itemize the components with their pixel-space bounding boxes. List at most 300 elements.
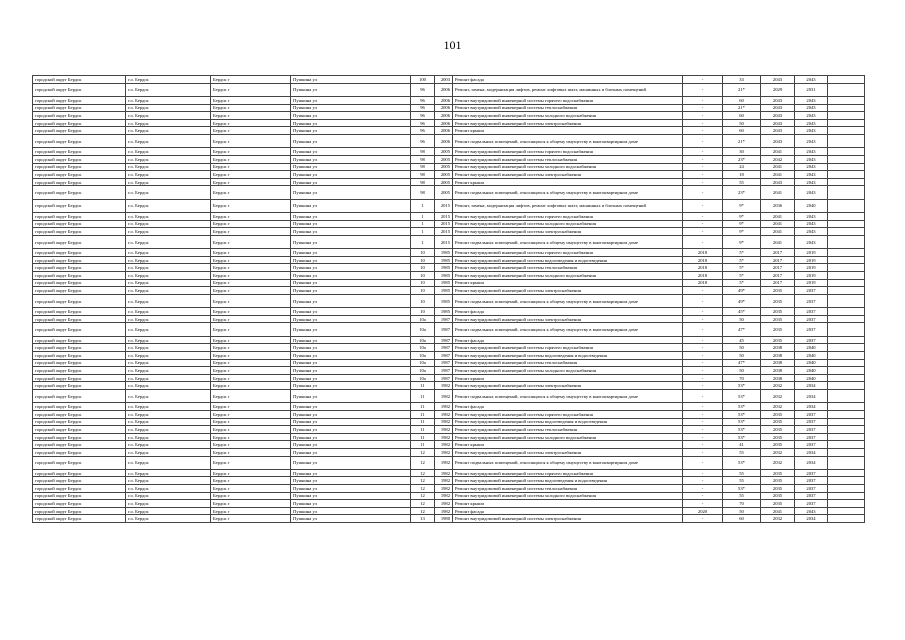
cell-build-year: 2006 xyxy=(435,83,453,96)
cell-district: городской округ Бердск xyxy=(33,83,126,96)
cell-previous-repair-year: 2018 xyxy=(683,256,723,264)
cell-work-type: Ремонт внутридомовой инженерной системы горячего водоснабжения xyxy=(453,213,683,221)
cell-locality: Бердск г xyxy=(211,294,291,307)
cell-previous-repair-year: 2020 xyxy=(683,507,723,515)
cell-empty xyxy=(828,456,865,469)
cell-plan-end-year: 2043 xyxy=(795,220,828,228)
cell-wear-percent: 5* xyxy=(723,249,761,257)
cell-plan-start-year: 2038 xyxy=(761,359,795,367)
cell-plan-end-year: 2043 xyxy=(795,104,828,112)
cell-house-number: 10 xyxy=(411,264,435,272)
cell-house-number: 10а xyxy=(411,315,435,323)
cell-work-type: Ремонт внутридомовой инженерной системы электроснабжения xyxy=(453,119,683,127)
cell-house-number: 10а xyxy=(411,351,435,359)
cell-plan-end-year: 2043 xyxy=(795,134,828,147)
cell-locality: Бердск г xyxy=(211,104,291,112)
cell-plan-start-year: 2035 xyxy=(761,492,795,500)
table-row xyxy=(33,199,865,212)
cell-previous-repair-year: - xyxy=(683,418,723,426)
cell-district: городской округ Бердск xyxy=(33,235,126,248)
cell-house-number: 10 xyxy=(411,287,435,295)
cell-plan-start-year: 2035 xyxy=(761,308,795,316)
cell-locality: Бердск г xyxy=(211,359,291,367)
table-row xyxy=(33,220,865,228)
cell-district: городской округ Бердск xyxy=(33,134,126,147)
cell-plan-start-year: 2035 xyxy=(761,294,795,307)
cell-district: городской округ Бердск xyxy=(33,382,126,390)
cell-city-district: г.о. Бердск xyxy=(126,249,211,257)
cell-empty xyxy=(828,112,865,120)
cell-work-type: Ремонт внутридомовой инженерной системы горячего водоснабжения xyxy=(453,344,683,352)
cell-street: Пушкина ул xyxy=(291,104,411,112)
cell-plan-start-year: 2041 xyxy=(761,235,795,248)
table-row xyxy=(33,426,865,434)
cell-city-district: г.о. Бердск xyxy=(126,112,211,120)
cell-work-type: Ремонт крыши xyxy=(453,441,683,449)
cell-street: Пушкина ул xyxy=(291,76,411,84)
cell-plan-end-year: 2034 xyxy=(795,515,828,523)
cell-empty xyxy=(828,374,865,382)
cell-build-year: 2006 xyxy=(435,96,453,104)
cell-empty xyxy=(828,308,865,316)
cell-plan-start-year: 2035 xyxy=(761,323,795,336)
cell-city-district: г.о. Бердск xyxy=(126,477,211,485)
cell-street: Пушкина ул xyxy=(291,279,411,287)
cell-house-number: 1 xyxy=(411,213,435,221)
cell-plan-start-year: 2041 xyxy=(761,163,795,171)
cell-plan-end-year: 2034 xyxy=(795,389,828,402)
cell-wear-percent: 9* xyxy=(723,235,761,248)
cell-house-number: 12 xyxy=(411,485,435,493)
cell-locality: Бердск г xyxy=(211,469,291,477)
cell-build-year: 1985 xyxy=(435,249,453,257)
cell-work-type: Ремонт подвальных помещений, относящихся к общему имуществу в многоквартирном доме xyxy=(453,134,683,147)
cell-build-year: 2005 xyxy=(435,163,453,171)
cell-plan-end-year: 2037 xyxy=(795,287,828,295)
cell-empty xyxy=(828,426,865,434)
cell-wear-percent: 55 xyxy=(723,448,761,456)
cell-build-year: 1982 xyxy=(435,382,453,390)
cell-work-type: Ремонт подвальных помещений, относящихся к общему имуществу в многоквартирном доме xyxy=(453,294,683,307)
cell-work-type: Ремонт внутридомовой инженерной системы холодного водоснабжения xyxy=(453,272,683,280)
cell-district: городской округ Бердск xyxy=(33,315,126,323)
cell-district: городской округ Бердск xyxy=(33,515,126,523)
cell-empty xyxy=(828,492,865,500)
cell-street: Пушкина ул xyxy=(291,178,411,186)
cell-previous-repair-year: - xyxy=(683,213,723,221)
cell-plan-end-year: 2043 xyxy=(795,155,828,163)
cell-house-number: 96 xyxy=(411,134,435,147)
cell-empty xyxy=(828,315,865,323)
cell-plan-start-year: 2043 xyxy=(761,119,795,127)
table-row xyxy=(33,477,865,485)
cell-district: городской округ Бердск xyxy=(33,344,126,352)
cell-locality: Бердск г xyxy=(211,171,291,179)
cell-previous-repair-year: - xyxy=(683,308,723,316)
cell-house-number: 10а xyxy=(411,323,435,336)
cell-previous-repair-year: - xyxy=(683,410,723,418)
cell-previous-repair-year: - xyxy=(683,441,723,449)
cell-city-district: г.о. Бердск xyxy=(126,433,211,441)
cell-plan-start-year: 2041 xyxy=(761,213,795,221)
cell-plan-start-year: 2032 xyxy=(761,456,795,469)
cell-plan-start-year: 2041 xyxy=(761,220,795,228)
cell-empty xyxy=(828,477,865,485)
cell-previous-repair-year: - xyxy=(683,500,723,508)
cell-locality: Бердск г xyxy=(211,403,291,411)
cell-locality: Бердск г xyxy=(211,336,291,344)
cell-locality: Бердск г xyxy=(211,323,291,336)
cell-district: городской округ Бердск xyxy=(33,76,126,84)
cell-empty xyxy=(828,155,865,163)
cell-district: городской округ Бердск xyxy=(33,155,126,163)
cell-previous-repair-year: - xyxy=(683,492,723,500)
cell-previous-repair-year: - xyxy=(683,433,723,441)
cell-plan-end-year: 2040 xyxy=(795,351,828,359)
cell-plan-end-year: 2043 xyxy=(795,186,828,199)
cell-previous-repair-year: - xyxy=(683,344,723,352)
cell-house-number: 10 xyxy=(411,294,435,307)
cell-city-district: г.о. Бердск xyxy=(126,315,211,323)
cell-street: Пушкина ул xyxy=(291,256,411,264)
cell-wear-percent: 53* xyxy=(723,456,761,469)
cell-build-year: 1987 xyxy=(435,344,453,352)
cell-plan-end-year: 2037 xyxy=(795,336,828,344)
cell-empty xyxy=(828,199,865,212)
cell-build-year: 1982 xyxy=(435,507,453,515)
cell-wear-percent: 53* xyxy=(723,426,761,434)
cell-house-number: 98 xyxy=(411,155,435,163)
cell-empty xyxy=(828,507,865,515)
cell-plan-start-year: 2035 xyxy=(761,418,795,426)
cell-street: Пушкина ул xyxy=(291,155,411,163)
table-row xyxy=(33,148,865,156)
cell-wear-percent: 49* xyxy=(723,294,761,307)
cell-house-number: 10 xyxy=(411,249,435,257)
cell-district: городской округ Бердск xyxy=(33,336,126,344)
cell-empty xyxy=(828,119,865,127)
cell-house-number: 1 xyxy=(411,199,435,212)
cell-previous-repair-year: - xyxy=(683,469,723,477)
cell-city-district: г.о. Бердск xyxy=(126,492,211,500)
table-row xyxy=(33,119,865,127)
cell-house-number: 96 xyxy=(411,104,435,112)
cell-empty xyxy=(828,500,865,508)
cell-build-year: 1985 xyxy=(435,287,453,295)
cell-previous-repair-year: - xyxy=(683,186,723,199)
cell-plan-start-year: 2017 xyxy=(761,279,795,287)
cell-street: Пушкина ул xyxy=(291,287,411,295)
cell-wear-percent: 5* xyxy=(723,264,761,272)
table-row xyxy=(33,308,865,316)
cell-plan-start-year: 2035 xyxy=(761,469,795,477)
cell-city-district: г.о. Бердск xyxy=(126,469,211,477)
cell-house-number: 98 xyxy=(411,178,435,186)
cell-house-number: 10а xyxy=(411,344,435,352)
table-row xyxy=(33,83,865,96)
cell-district: городской округ Бердск xyxy=(33,441,126,449)
cell-plan-start-year: 2038 xyxy=(761,344,795,352)
cell-empty xyxy=(828,220,865,228)
cell-work-type: Ремонт внутридомовой инженерной системы водоотведения и водоотведения xyxy=(453,418,683,426)
cell-previous-repair-year: - xyxy=(683,426,723,434)
cell-work-type: Ремонт внутридомовой инженерной системы электроснабжения xyxy=(453,515,683,523)
cell-street: Пушкина ул xyxy=(291,441,411,449)
cell-plan-start-year: 2032 xyxy=(761,403,795,411)
cell-empty xyxy=(828,213,865,221)
cell-plan-end-year: 2043 xyxy=(795,163,828,171)
cell-house-number: 12 xyxy=(411,500,435,508)
cell-district: городской округ Бердск xyxy=(33,418,126,426)
cell-house-number: 11 xyxy=(411,382,435,390)
cell-work-type: Ремонт внутридомовой инженерной системы холодного водоснабжения xyxy=(453,367,683,375)
cell-district: городской округ Бердск xyxy=(33,186,126,199)
cell-district: городской округ Бердск xyxy=(33,199,126,212)
cell-street: Пушкина ул xyxy=(291,228,411,236)
cell-plan-end-year: 2040 xyxy=(795,344,828,352)
cell-build-year: 1982 xyxy=(435,492,453,500)
cell-plan-start-year: 2038 xyxy=(761,367,795,375)
cell-locality: Бердск г xyxy=(211,456,291,469)
cell-street: Пушкина ул xyxy=(291,249,411,257)
cell-street: Пушкина ул xyxy=(291,83,411,96)
cell-plan-start-year: 2017 xyxy=(761,249,795,257)
cell-city-district: г.о. Бердск xyxy=(126,186,211,199)
cell-plan-start-year: 2043 xyxy=(761,127,795,135)
cell-locality: Бердск г xyxy=(211,279,291,287)
cell-street: Пушкина ул xyxy=(291,134,411,147)
cell-previous-repair-year: - xyxy=(683,367,723,375)
cell-district: городской округ Бердск xyxy=(33,477,126,485)
cell-previous-repair-year: - xyxy=(683,315,723,323)
table-row xyxy=(33,235,865,248)
cell-street: Пушкина ул xyxy=(291,492,411,500)
cell-previous-repair-year: - xyxy=(683,403,723,411)
cell-build-year: 1987 xyxy=(435,315,453,323)
table-row xyxy=(33,228,865,236)
cell-work-type: Ремонт фасада xyxy=(453,403,683,411)
table-row xyxy=(33,264,865,272)
cell-city-district: г.о. Бердск xyxy=(126,323,211,336)
cell-work-type: Ремонт фасада xyxy=(453,507,683,515)
cell-build-year: 1982 xyxy=(435,389,453,402)
cell-district: городской округ Бердск xyxy=(33,359,126,367)
cell-house-number: 11 xyxy=(411,441,435,449)
cell-city-district: г.о. Бердск xyxy=(126,104,211,112)
cell-locality: Бердск г xyxy=(211,382,291,390)
cell-plan-start-year: 2043 xyxy=(761,104,795,112)
cell-city-district: г.о. Бердск xyxy=(126,235,211,248)
table-row xyxy=(33,351,865,359)
cell-wear-percent: 53* xyxy=(723,410,761,418)
cell-district: городской округ Бердск xyxy=(33,287,126,295)
cell-previous-repair-year: 2018 xyxy=(683,279,723,287)
cell-wear-percent: 45* xyxy=(723,308,761,316)
cell-house-number: 96 xyxy=(411,96,435,104)
cell-plan-start-year: 2032 xyxy=(761,515,795,523)
cell-city-district: г.о. Бердск xyxy=(126,515,211,523)
cell-plan-start-year: 2035 xyxy=(761,500,795,508)
cell-district: городской округ Бердск xyxy=(33,148,126,156)
cell-locality: Бердск г xyxy=(211,220,291,228)
cell-house-number: 10а xyxy=(411,374,435,382)
cell-district: городской округ Бердск xyxy=(33,308,126,316)
cell-district: городской округ Бердск xyxy=(33,485,126,493)
cell-city-district: г.о. Бердск xyxy=(126,359,211,367)
cell-previous-repair-year: - xyxy=(683,104,723,112)
cell-empty xyxy=(828,410,865,418)
cell-plan-start-year: 2035 xyxy=(761,433,795,441)
cell-city-district: г.о. Бердск xyxy=(126,119,211,127)
cell-city-district: г.о. Бердск xyxy=(126,163,211,171)
cell-city-district: г.о. Бердск xyxy=(126,272,211,280)
cell-district: городской округ Бердск xyxy=(33,500,126,508)
cell-city-district: г.о. Бердск xyxy=(126,83,211,96)
cell-house-number: 1 xyxy=(411,235,435,248)
cell-street: Пушкина ул xyxy=(291,112,411,120)
cell-previous-repair-year: - xyxy=(683,148,723,156)
table-body xyxy=(33,76,865,523)
cell-street: Пушкина ул xyxy=(291,389,411,402)
cell-district: городской округ Бердск xyxy=(33,294,126,307)
cell-previous-repair-year: - xyxy=(683,389,723,402)
cell-empty xyxy=(828,279,865,287)
cell-house-number: 12 xyxy=(411,469,435,477)
cell-build-year: 1985 xyxy=(435,264,453,272)
cell-plan-start-year: 2032 xyxy=(761,448,795,456)
cell-previous-repair-year: - xyxy=(683,199,723,212)
cell-wear-percent: 45 xyxy=(723,336,761,344)
cell-city-district: г.о. Бердск xyxy=(126,308,211,316)
cell-empty xyxy=(828,96,865,104)
cell-wear-percent: 9* xyxy=(723,220,761,228)
cell-city-district: г.о. Бердск xyxy=(126,426,211,434)
cell-previous-repair-year: - xyxy=(683,83,723,96)
table-row xyxy=(33,256,865,264)
cell-locality: Бердск г xyxy=(211,155,291,163)
cell-city-district: г.о. Бердск xyxy=(126,441,211,449)
cell-build-year: 2006 xyxy=(435,119,453,127)
cell-wear-percent: 5* xyxy=(723,272,761,280)
cell-city-district: г.о. Бердск xyxy=(126,418,211,426)
table-row xyxy=(33,389,865,402)
cell-build-year: 2003 xyxy=(435,76,453,84)
cell-plan-end-year: 2037 xyxy=(795,485,828,493)
cell-work-type: Ремонт внутридомовой инженерной системы электроснабжения xyxy=(453,287,683,295)
cell-empty xyxy=(828,448,865,456)
cell-empty xyxy=(828,76,865,84)
cell-work-type: Ремонт внутридомовой инженерной системы горячего водоснабжения xyxy=(453,148,683,156)
cell-street: Пушкина ул xyxy=(291,344,411,352)
cell-plan-end-year: 2019 xyxy=(795,272,828,280)
cell-build-year: 1982 xyxy=(435,500,453,508)
cell-plan-end-year: 2037 xyxy=(795,418,828,426)
cell-plan-end-year: 2037 xyxy=(795,500,828,508)
cell-wear-percent: 41 xyxy=(723,441,761,449)
table-row xyxy=(33,469,865,477)
cell-plan-start-year: 2041 xyxy=(761,171,795,179)
cell-house-number: 10 xyxy=(411,272,435,280)
cell-street: Пушкина ул xyxy=(291,127,411,135)
cell-empty xyxy=(828,389,865,402)
cell-district: городской округ Бердск xyxy=(33,127,126,135)
cell-empty xyxy=(828,323,865,336)
cell-plan-start-year: 2043 xyxy=(761,76,795,84)
table-row xyxy=(33,382,865,390)
cell-work-type: Ремонт подвальных помещений, относящихся к общему имуществу в многоквартирном доме xyxy=(453,235,683,248)
cell-district: городской округ Бердск xyxy=(33,367,126,375)
cell-work-type: Ремонт внутридомовой инженерной системы электроснабжения xyxy=(453,315,683,323)
cell-plan-end-year: 2043 xyxy=(795,127,828,135)
cell-empty xyxy=(828,344,865,352)
table-row xyxy=(33,403,865,411)
cell-plan-start-year: 2017 xyxy=(761,272,795,280)
cell-district: городской округ Бердск xyxy=(33,389,126,402)
cell-plan-start-year: 2043 xyxy=(761,96,795,104)
cell-build-year: 1982 xyxy=(435,426,453,434)
cell-plan-end-year: 2037 xyxy=(795,323,828,336)
table-row xyxy=(33,344,865,352)
cell-plan-end-year: 2037 xyxy=(795,308,828,316)
cell-wear-percent: 55 xyxy=(723,469,761,477)
cell-house-number: 100 xyxy=(411,76,435,84)
cell-house-number: 12 xyxy=(411,456,435,469)
cell-city-district: г.о. Бердск xyxy=(126,279,211,287)
cell-city-district: г.о. Бердск xyxy=(126,155,211,163)
cell-plan-start-year: 2035 xyxy=(761,287,795,295)
cell-plan-end-year: 2034 xyxy=(795,456,828,469)
cell-previous-repair-year: - xyxy=(683,456,723,469)
cell-empty xyxy=(828,249,865,257)
table-row xyxy=(33,448,865,456)
cell-house-number: 11 xyxy=(411,433,435,441)
cell-wear-percent: 5* xyxy=(723,256,761,264)
cell-wear-percent: 9* xyxy=(723,228,761,236)
cell-city-district: г.о. Бердск xyxy=(126,336,211,344)
cell-locality: Бердск г xyxy=(211,256,291,264)
cell-plan-start-year: 2032 xyxy=(761,382,795,390)
table-row xyxy=(33,492,865,500)
cell-wear-percent: 50 xyxy=(723,507,761,515)
cell-street: Пушкина ул xyxy=(291,359,411,367)
cell-city-district: г.о. Бердск xyxy=(126,403,211,411)
cell-locality: Бердск г xyxy=(211,515,291,523)
cell-plan-start-year: 2041 xyxy=(761,507,795,515)
cell-locality: Бердск г xyxy=(211,272,291,280)
cell-work-type: Ремонт внутридомовой инженерной системы холодного водоснабжения xyxy=(453,163,683,171)
cell-house-number: 96 xyxy=(411,127,435,135)
cell-build-year: 2015 xyxy=(435,235,453,248)
cell-work-type: Ремонт внутридомовой инженерной системы теплоснабжения xyxy=(453,155,683,163)
cell-wear-percent: 30 xyxy=(723,148,761,156)
cell-plan-start-year: 2035 xyxy=(761,336,795,344)
cell-locality: Бердск г xyxy=(211,249,291,257)
cell-street: Пушкина ул xyxy=(291,456,411,469)
cell-previous-repair-year: - xyxy=(683,382,723,390)
cell-build-year: 2005 xyxy=(435,186,453,199)
table-row xyxy=(33,410,865,418)
cell-wear-percent: 53* xyxy=(723,485,761,493)
table-row xyxy=(33,485,865,493)
cell-empty xyxy=(828,148,865,156)
cell-district: городской округ Бердск xyxy=(33,410,126,418)
cell-empty xyxy=(828,418,865,426)
cell-district: городской округ Бердск xyxy=(33,112,126,120)
cell-build-year: 1980 xyxy=(435,515,453,523)
cell-plan-start-year: 2043 xyxy=(761,178,795,186)
cell-plan-end-year: 2034 xyxy=(795,448,828,456)
cell-house-number: 98 xyxy=(411,163,435,171)
